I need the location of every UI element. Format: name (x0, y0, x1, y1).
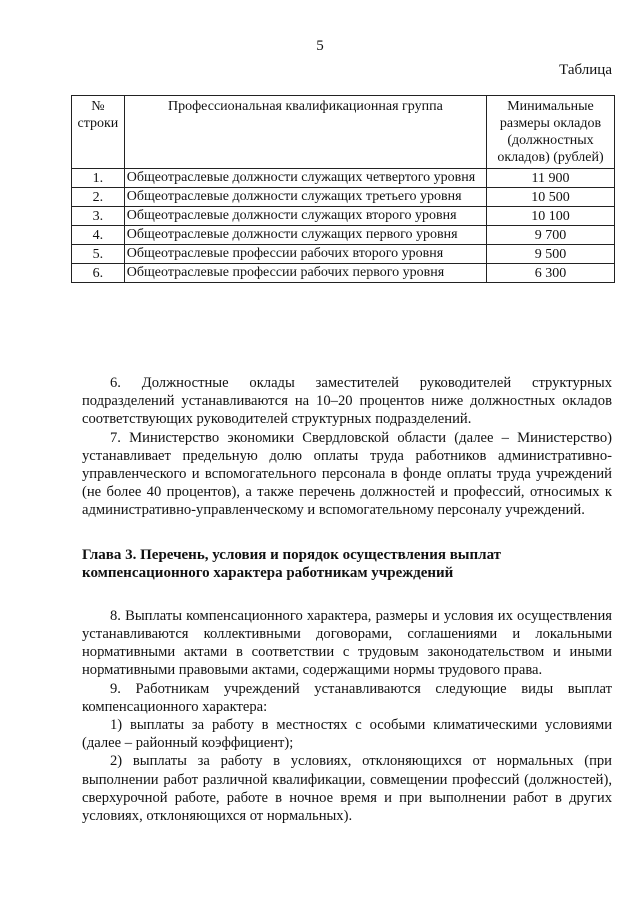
table-row (72, 207, 615, 226)
row-number: 2. (72, 188, 125, 207)
document-body (82, 374, 612, 825)
row-salary: 6 300 (487, 264, 615, 283)
row-salary: 9 500 (487, 245, 615, 264)
salary-table (71, 95, 615, 283)
row-number: 4. (72, 226, 125, 245)
page-number: 5 (316, 38, 324, 54)
table-row (72, 245, 615, 264)
row-number: 3. (72, 207, 125, 226)
row-group: Общеотраслевые должности служащих третьего уровня (124, 188, 486, 207)
row-number: 6. (72, 264, 125, 283)
heading-line-2: компенсационного характера работникам учреждений (82, 565, 454, 582)
row-group: Общеотраслевые должности служащих второго уровня (124, 207, 486, 226)
paragraph-6: 6. Должностные оклады заместителей руководителей структурных подразделений устанавливаются на 10–20 процентов ниже должностных окладов соответствующих руководителей структурных подразделений. (82, 375, 612, 428)
row-salary: 9 700 (487, 226, 615, 245)
table-caption: Таблица (559, 62, 612, 78)
row-number: 5. (72, 245, 125, 264)
header-minimum-salary: Минимальные размеры окладов (должностных окладов) (рублей) (487, 96, 615, 169)
table-row (72, 264, 615, 283)
paragraph-9-item-2: 2) выплаты за работу в условиях, отклоняющихся от нормальных (при выполнении работ различной квалификации, совмещении профессий (должностей), сверхурочной работе, работе в ночное время и при выполнении работ в других условиях, отклоняющихся от нормальных). (82, 753, 612, 825)
row-salary: 10 500 (487, 188, 615, 207)
paragraph-9-item-1: 1) выплаты за работу в местностях с особыми климатическими условиями (далее – районный коэффициент); (82, 717, 612, 752)
header-qualification-group: Профессиональная квалификационная группа (124, 96, 486, 169)
paragraph-7: 7. Министерство экономики Свердловской области (далее – Министерство) устанавливает предельную долю оплаты труда работников административно-управленческого и вспомогательного персонала в фонде оплаты труда учреждений (не более 40 процентов), а также перечень должностей и профессий, относимых к административно-управленческому и вспомогательному персоналу учреждений. (82, 429, 612, 519)
table-row (72, 226, 615, 245)
row-salary: 10 100 (487, 207, 615, 226)
row-group: Общеотраслевые профессии рабочих второго уровня (124, 245, 486, 264)
table-row (72, 169, 615, 188)
paragraph-8: 8. Выплаты компенсационного характера, размеры и условия их осуществления устанавливаются коллективными договорами, соглашениями и локальными нормативными актами в соответствии с трудовым законодательством и иными нормативными правовыми актами, содержащими нормы трудового права. (82, 607, 612, 679)
row-group: Общеотраслевые должности служащих первого уровня (124, 226, 486, 245)
row-group: Общеотраслевые профессии рабочих первого уровня (124, 264, 486, 283)
heading-line-1: Глава 3. Перечень, условия и порядок осуществления выплат (82, 546, 502, 563)
table-header-row (72, 96, 615, 169)
row-salary: 11 900 (487, 169, 615, 188)
paragraph-9: 9. Работникам учреждений устанавливаются следующие виды выплат компенсационного характера: (82, 680, 612, 715)
header-row-number: № строки (72, 96, 125, 169)
row-number: 1. (72, 169, 125, 188)
row-group: Общеотраслевые должности служащих четвертого уровня (124, 169, 486, 188)
chapter-3-heading (82, 546, 612, 583)
table-row (72, 188, 615, 207)
